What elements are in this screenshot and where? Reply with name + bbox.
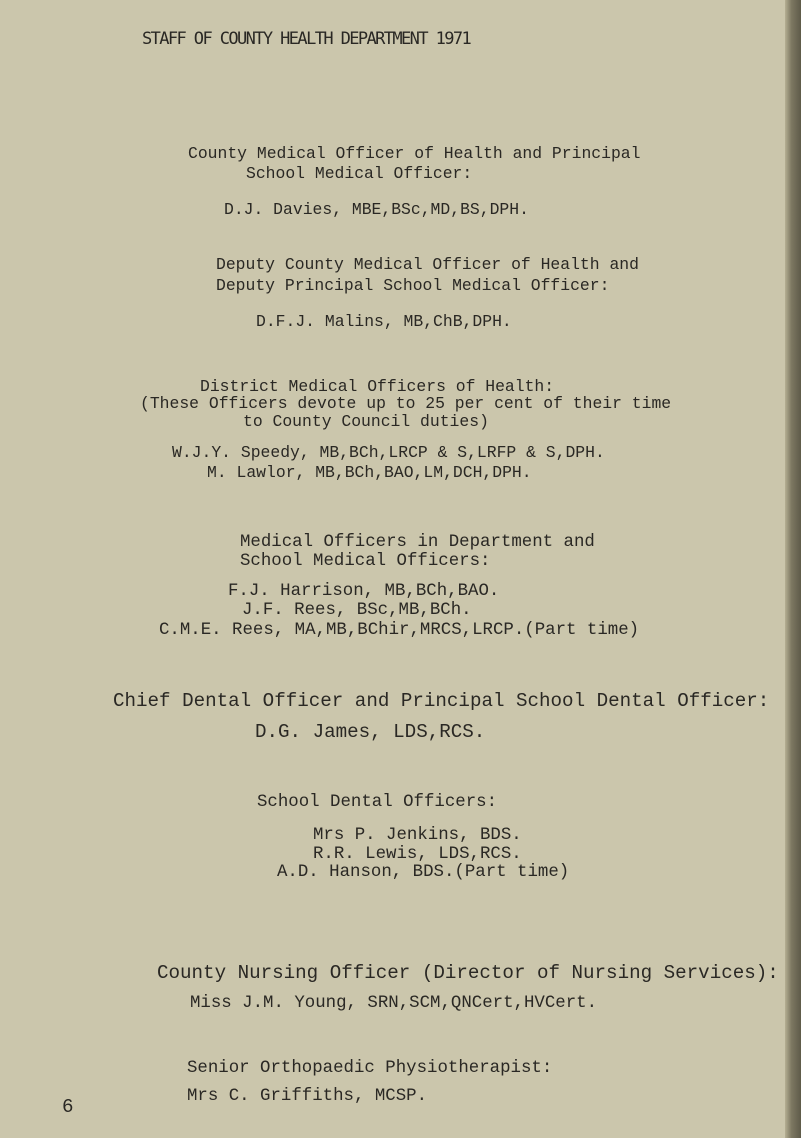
page-title: STAFF OF COUNTY HEALTH DEPARTMENT 1971: [142, 29, 471, 49]
section-heading: School Dental Officers:: [257, 793, 498, 812]
section-heading: County Medical Officer of Health and Principal: [188, 144, 641, 163]
section-heading: School Medical Officers:: [240, 552, 491, 571]
staff-name: M. Lawlor, MB,BCh,BAO,LM,DCH,DPH.: [207, 463, 532, 482]
staff-name: D.G. James, LDS,RCS.: [255, 721, 486, 743]
section-note: (These Officers devote up to 25 per cent of their time: [140, 394, 672, 413]
section-heading: Chief Dental Officer and Principal School Dental Officer:: [113, 690, 770, 712]
staff-name: C.M.E. Rees, MA,MB,BChir,MRCS,LRCP.(Part time): [159, 621, 640, 640]
staff-name: A.D. Hanson, BDS.(Part time): [277, 863, 570, 882]
section-heading: District Medical Officers of Health:: [200, 377, 555, 396]
staff-name: R.R. Lewis, LDS,RCS.: [313, 845, 522, 864]
section-heading: County Nursing Officer (Director of Nursing Services):: [157, 962, 779, 984]
staff-name: D.F.J. Malins, MB,ChB,DPH.: [256, 312, 512, 331]
page-number: 6: [62, 1096, 74, 1118]
section-note: to County Council duties): [243, 412, 489, 431]
section-heading: Deputy Principal School Medical Officer:: [216, 276, 610, 295]
section-heading: Senior Orthopaedic Physiotherapist:: [187, 1059, 553, 1078]
staff-name: Mrs P. Jenkins, BDS.: [313, 826, 522, 845]
staff-name: F.J. Harrison, MB,BCh,BAO.: [228, 582, 500, 601]
staff-name: Mrs C. Griffiths, MCSP.: [187, 1087, 428, 1106]
staff-name: J.F. Rees, BSc,MB,BCh.: [242, 601, 472, 620]
staff-name: Miss J.M. Young, SRN,SCM,QNCert,HVCert.: [190, 994, 598, 1013]
section-heading: Medical Officers in Department and: [240, 533, 595, 552]
staff-name: W.J.Y. Speedy, MB,BCh,LRCP & S,LRFP & S,DPH.: [172, 443, 605, 462]
page-edge-shadow: [785, 0, 801, 1138]
section-heading: School Medical Officer:: [246, 164, 473, 183]
staff-name: D.J. Davies, MBE,BSc,MD,BS,DPH.: [224, 200, 529, 219]
section-heading: Deputy County Medical Officer of Health and: [216, 255, 639, 274]
